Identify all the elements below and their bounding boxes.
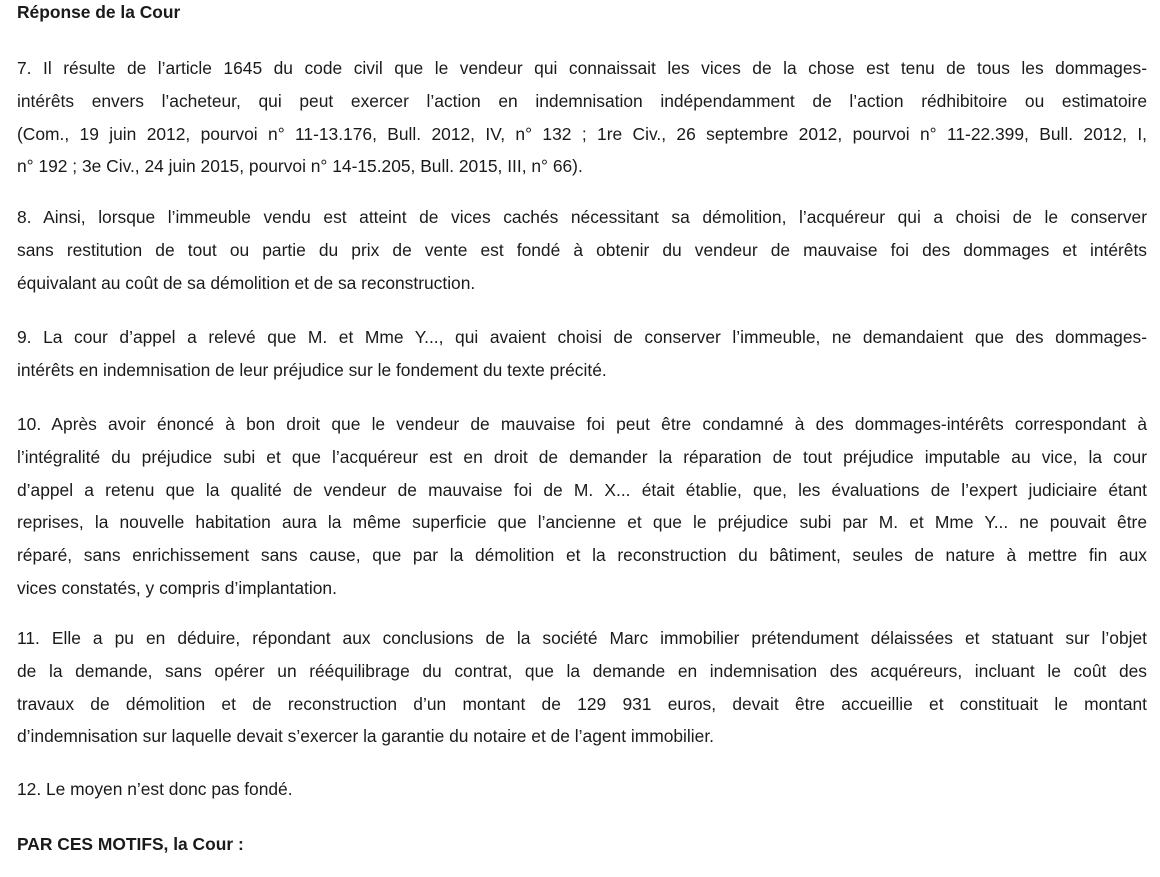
text-line: d’appel a retenu que la qualité de vendeur de mauvaise foi de M. X... était établie, que, les évaluations de l’expert judiciaire étant [17,479,1147,500]
text-line: intérêts en indemnisation de leur préjudice sur le fondement du texte précité. [17,359,607,380]
text-line: de la demande, sans opérer un rééquilibrage du contrat, que la demande en indemnisation des acquéreurs, incluant le coût des [17,660,1147,681]
text-line: 10. Après avoir énoncé à bon droit que le vendeur de mauvaise foi peut être condamné à des dommages-intérêts correspondant à [17,414,1147,434]
paragraph-12 [17,773,1147,806]
text-line: réparé, sans enrichissement sans cause, que par la démolition et la reconstruction du bâtiment, seules de nature à mettre fin aux [17,545,1147,566]
paragraph-8 [17,201,1147,299]
text-line: 7. Il résulte de l’article 1645 du code civil que le vendeur qui connaissait les vices de la chose est tenu de tous les dommages- [17,58,1147,78]
text-line: 9. La cour d’appel a relevé que M. et Mme Y..., qui avaient choisi de conserver l’immeuble, ne demandaient que des dommages- [17,327,1147,347]
text-line: d’indemnisation sur laquelle devait s’exercer la garantie du notaire et de l’agent immobilier. [17,726,714,747]
paragraph-11 [17,622,1147,753]
text-line: l’intégralité du préjudice subi et que l’acquéreur est en droit de demander la réparation de tout préjudice imputable au vice, la cour [17,446,1147,467]
text-line: n° 192 ; 3e Civ., 24 juin 2015, pourvoi n° 14-15.205, Bull. 2015, III, n° 66). [17,156,583,177]
paragraph-9 [17,321,1147,387]
text-line: 11. Elle a pu en déduire, répondant aux conclusions de la société Marc immobilier prétendument délaissées et statuant sur l’objet [17,628,1147,648]
text-line: équivalant au coût de sa démolition et de sa reconstruction. [17,272,476,293]
paragraph-10 [17,408,1147,605]
text-line: (Com., 19 juin 2012, pourvoi n° 11-13.176, Bull. 2012, IV, n° 132 ; 1re Civ., 26 septembre 2012, pourvoi n° 11-22.399, Bull. 2012, I, [17,123,1147,144]
text-line: reprises, la nouvelle habitation aura la même superficie que l’ancienne et que le préjudice subi par M. et Mme Y... ne pouvait être [17,512,1147,533]
text-line: vices constatés, y compris d’implantation. [17,577,337,598]
text-line: sans restitution de tout ou partie du prix de vente est fondé à obtenir du vendeur de mauvaise foi des dommages et intérêts [17,239,1147,260]
text-line: intérêts envers l’acheteur, qui peut exercer l’action en indemnisation indépendamment de l’action rédhibitoire ou estimatoire [17,90,1147,111]
text-line: travaux de démolition et de reconstruction d’un montant de 129 931 euros, devait être accueillie et constituait le montant [17,693,1147,714]
section-heading-motifs: PAR CES MOTIFS, la Cour : [17,834,244,854]
section-heading: Réponse de la Cour [17,2,181,22]
text-line: 8. Ainsi, lorsque l’immeuble vendu est atteint de vices cachés nécessitant sa démolition, l’acquéreur qui a choisi de le conserver [17,207,1147,227]
text-line: 12. Le moyen n’est donc pas fondé. [17,779,293,799]
paragraph-7 [17,52,1147,183]
